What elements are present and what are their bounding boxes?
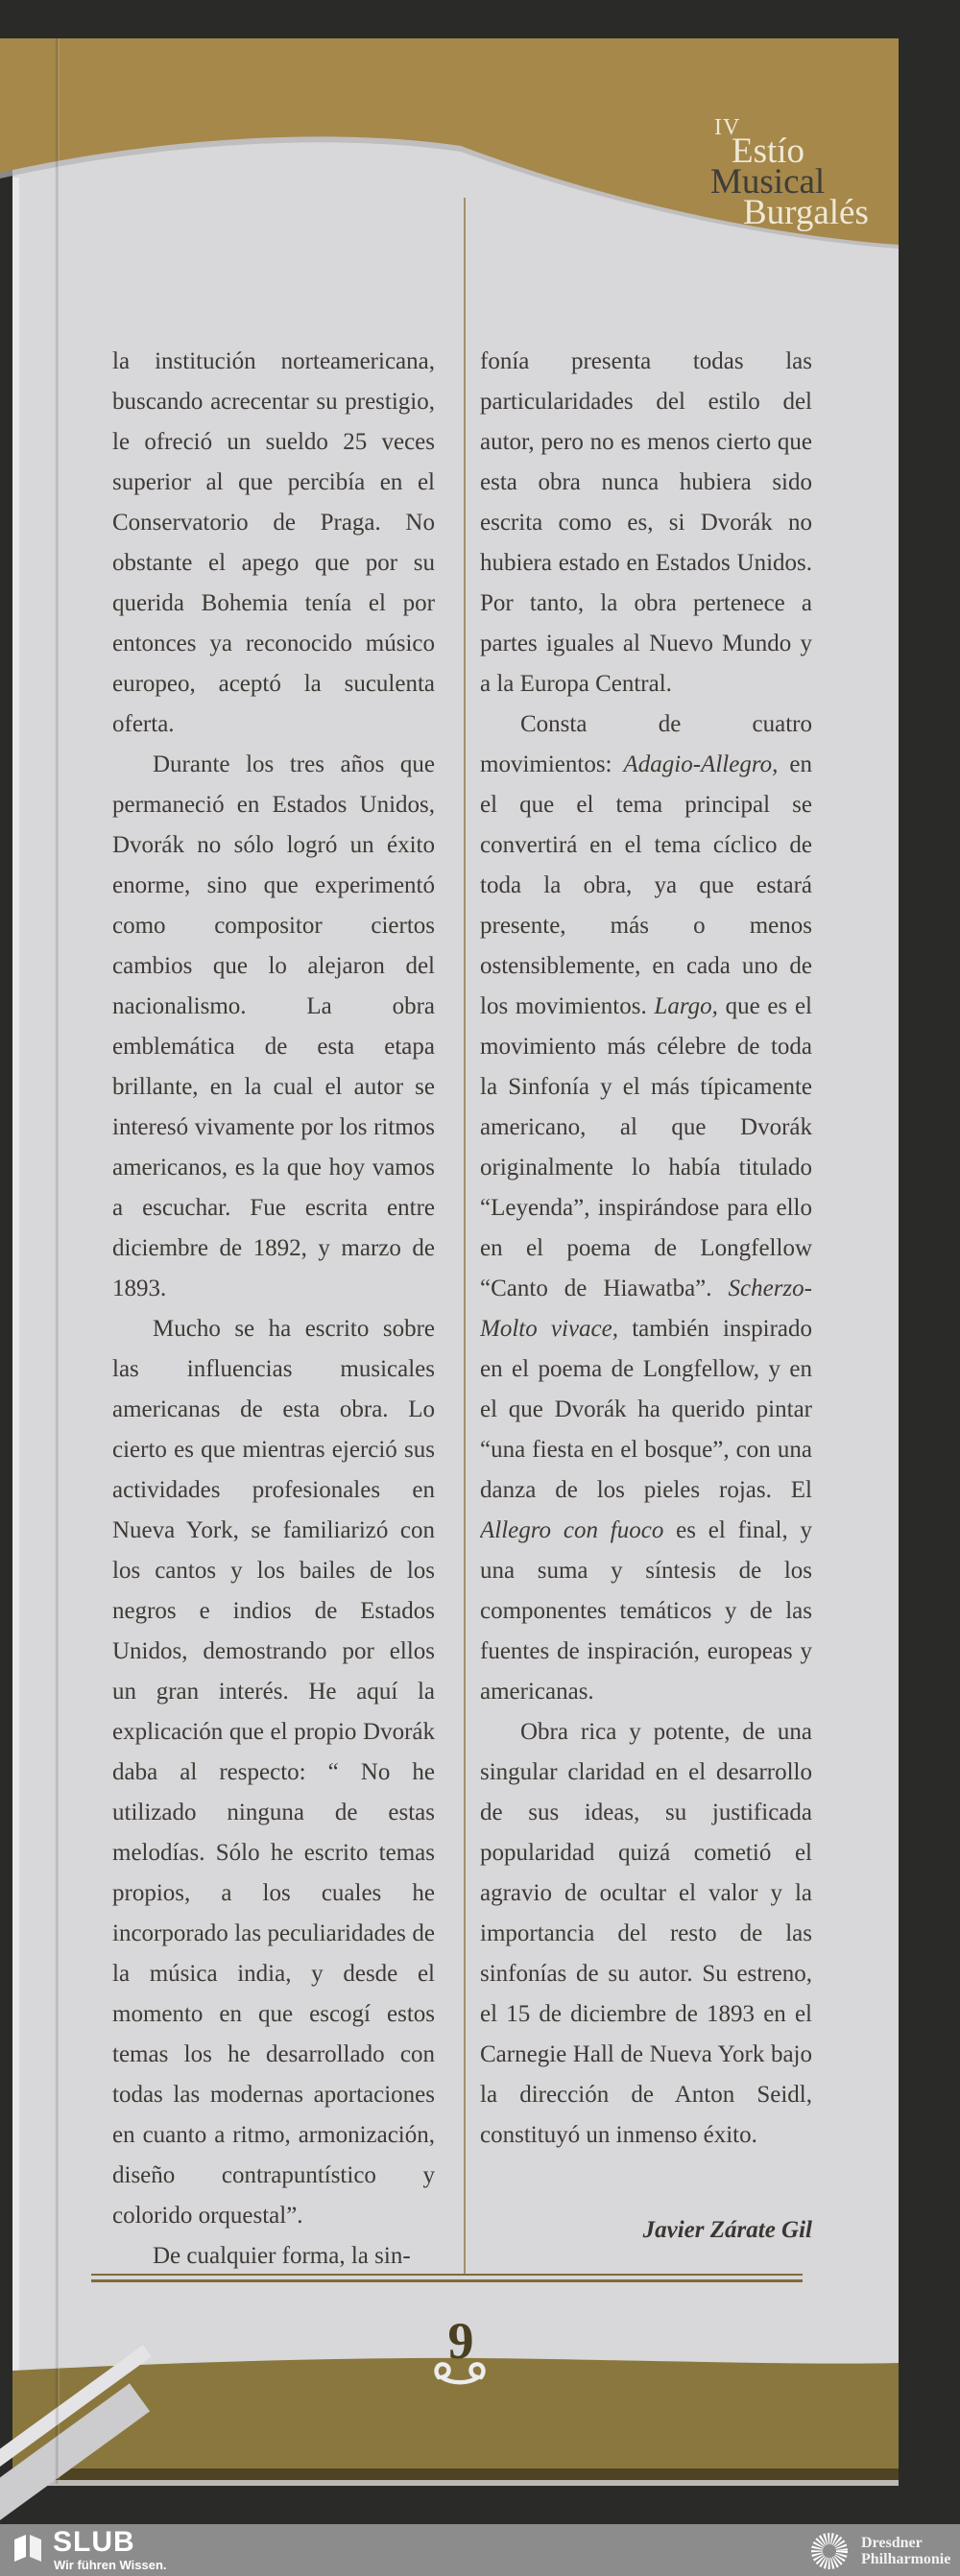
paragraph: Mucho se ha escrito sobre las influencias musicales americanas de esta obra. Lo cierto es que mientras ejerció sus actividades profesionales en Nueva York, se familiarizó con los cantos y los bailes de los negros e indios de Estados Unidos, demostrando por ellos un gran interés. He aquí la explicación que el propio Dvorák daba al respecto: “ No he utilizado ninguna de estas melodías. Sólo he escrito temas propios, a los cuales he incorporado las peculiaridades de la música india, y desde el momento en que escogí estos temas los he desarrollado con todas las modernas aportaciones en cuanto a ritmo, armonización, diseño contrapuntístico y colorido orquestal”. bbox=[112, 1316, 435, 2229]
paragraph: fonía presenta todas las particularidades del estilo del autor, pero no es menos cierto que esta obra nunca hubiera sido escrita como es, si Dvorák no hubiera estado en Estados Unidos. Por tanto, la obra pertenece a partes iguales al Nuevo Mundo y a la Europa Central. bbox=[480, 348, 812, 697]
fold-crease bbox=[55, 38, 60, 2484]
slub-logo-text: SLUB bbox=[53, 2526, 135, 2558]
starburst-icon bbox=[808, 2530, 851, 2572]
article-column-right bbox=[480, 342, 812, 2213]
page-edge-sliver bbox=[12, 178, 19, 2476]
open-book-icon bbox=[13, 2534, 44, 2563]
philharmonie-name-line2: Philharmonie bbox=[861, 2551, 951, 2567]
paragraph: De cualquier forma, la sin- bbox=[153, 2243, 411, 2269]
festival-title-line1: Estío bbox=[732, 131, 805, 171]
page-bottom-highlight bbox=[12, 2480, 899, 2486]
festival-title-line2: Musical bbox=[710, 162, 826, 202]
slub-tagline: Wir führen Wissen. bbox=[54, 2558, 167, 2572]
column-divider-line bbox=[464, 198, 466, 2275]
festival-edition: IV bbox=[714, 115, 741, 140]
festival-title-line3: Burgalés bbox=[743, 193, 869, 232]
flourish-icon bbox=[431, 2358, 489, 2387]
paragraph: la institución norteamericana, buscando acrecentar su prestigio, le ofreció un sueldo 25 veces superior al que percibía en el Conservatorio de Praga. No obstante el apego que por su querida Bohemia tenía el por entonces ya reconocido músico europeo, aceptó la suculenta oferta. bbox=[112, 348, 435, 737]
paragraph: Durante los tres años que permaneció en Estados Unidos, Dvorák no sólo logró un éxito enorme, sino que experimentó como compositor ciertos cambios que lo alejaron del nacionalismo. La obra emblemática de esta etapa brillante, en la cual el autor se interesó vivamente por los ritmos americanos, es la que hoy vamos a escuchar. Fue escrita entre diciembre de 1892, y marzo de 1893. bbox=[112, 751, 435, 1301]
article-column-left bbox=[112, 342, 435, 2273]
paragraph: Obra rica y potente, de una singular claridad en el desarrollo de sus ideas, su justificada popularidad quizá cometió el agravio de ocultar el valor y la importancia del resto de las sinfonías de su autor. Su estreno, el 15 de diciembre de 1893 en el Carnegie Hall de Nueva York bajo la dirección de Anton Seidl, constituyó un inmenso éxito. bbox=[480, 1719, 812, 2148]
paragraph: Consta de cuatro movimientos: Adagio-Allegro, en el que el tema principal se convertirá en el tema cíclico de toda la obra, ya que estará presente, más o menos ostensiblemente, en cada uno de los movimientos. Largo, que es el movimiento más célebre de toda la Sinfonía y el más típicamente americano, al que Dvorák originalmente lo había titulado “Leyenda”, inspirándose para ello en el poema de Longfellow “Canto de Hiawatba”. Scherzo-Molto vivace, también inspirado en el poema de Longfellow, y en el que Dvorák ha querido pintar “una fiesta en el bosque”, con una danza de los pieles rojas. El Allegro con fuoco es el final, y una suma y síntesis de los componentes temáticos y de las fuentes de inspiración, europeas y americanas. bbox=[480, 711, 812, 1705]
page-bottom-edge bbox=[12, 2469, 899, 2480]
author-byline: Javier Zárate Gil bbox=[642, 2217, 812, 2243]
page-number: 9 bbox=[447, 2312, 474, 2370]
philharmonie-name-line1: Dresdner bbox=[861, 2535, 923, 2551]
philharmonie-logo-text bbox=[861, 2535, 950, 2567]
footer-double-rule bbox=[91, 2274, 803, 2282]
